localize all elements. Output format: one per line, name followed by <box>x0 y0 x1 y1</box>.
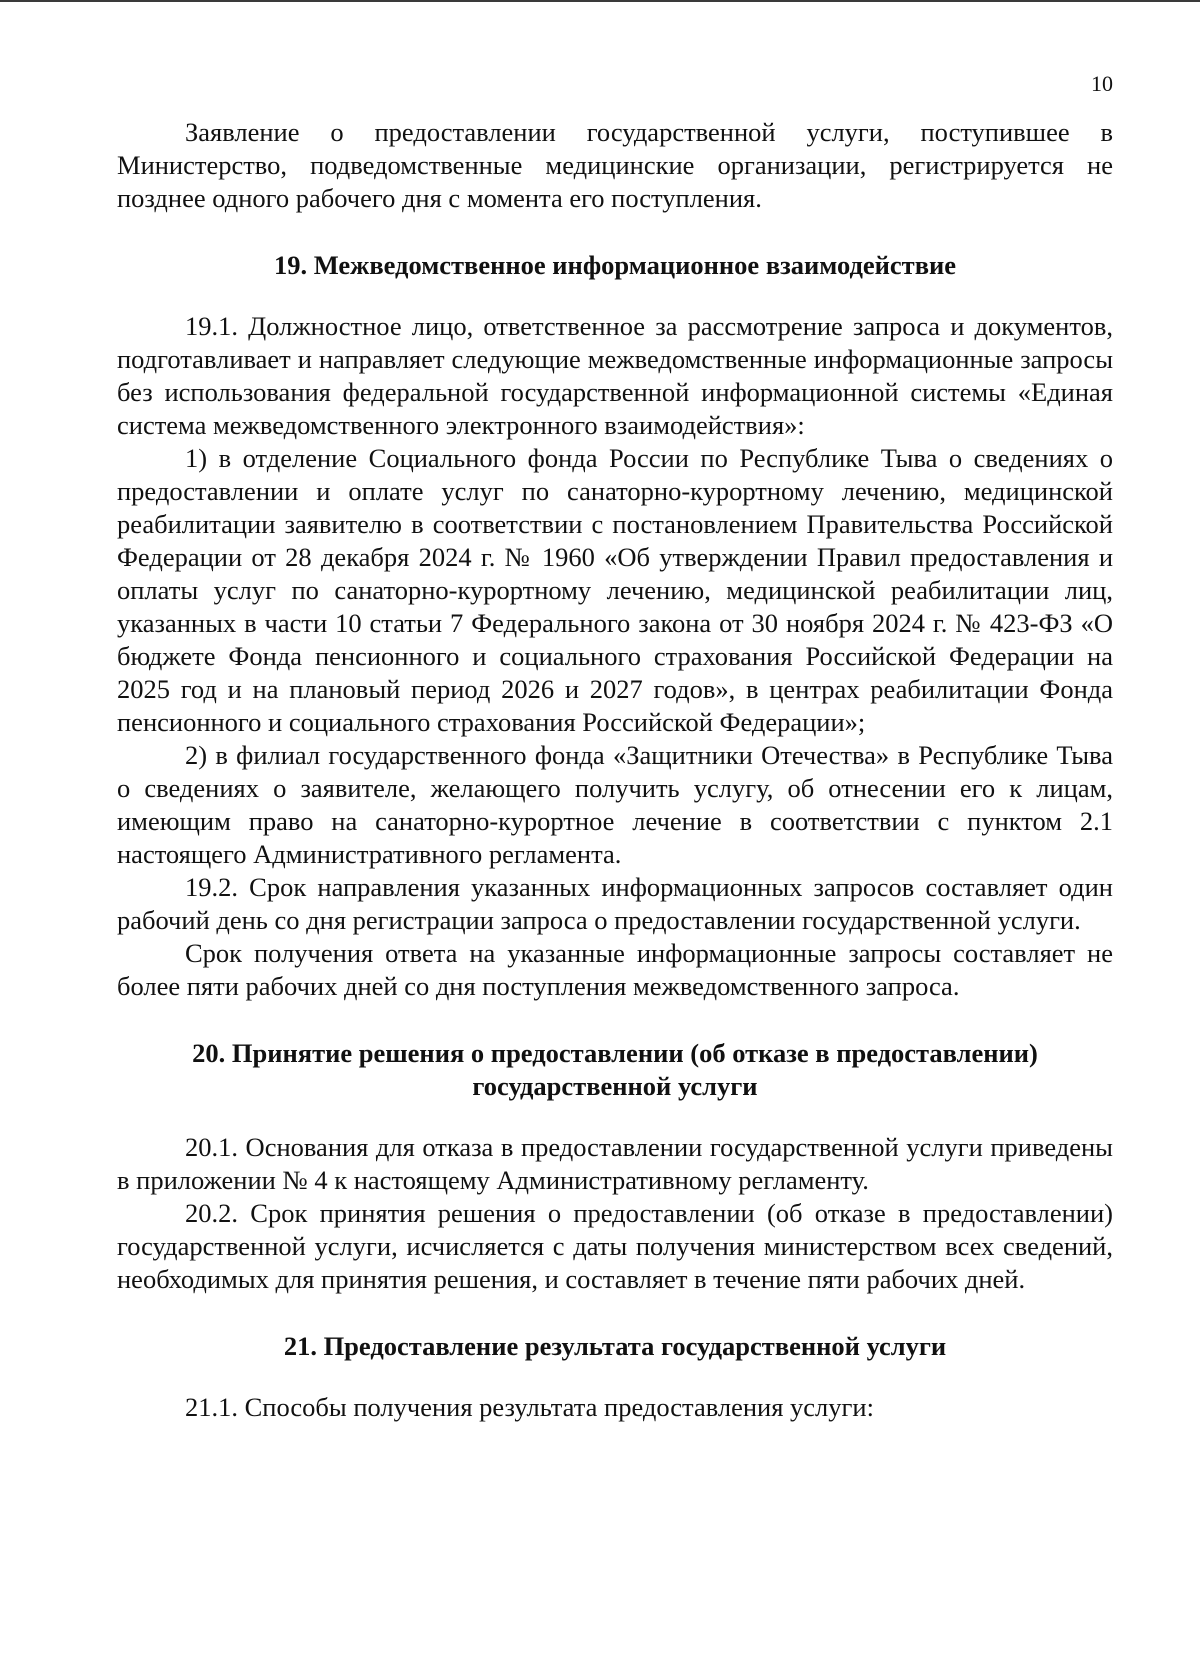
section-21-1-paragraph: 21.1. Способы получения результата предоставления услуги: <box>185 1392 874 1422</box>
section-20-1-paragraph: 20.1. Основания для отказа в предоставлении государственной услуги приведены в приложении № 4 к настоящему Административному регламенту. <box>117 1132 1113 1195</box>
section-20-heading <box>117 1037 1113 1103</box>
section-20-heading-line-1: 20. Принятие решения о предоставлении (об отказе в предоставлении) <box>192 1038 1038 1068</box>
section-20-heading-line-2: государственной услуги <box>472 1071 758 1101</box>
scan-top-edge <box>0 0 1200 6</box>
section-19-2-paragraph: 19.2. Срок направления указанных информационных запросов составляет один рабочий день со дня регистрации запроса о предоставлении государственной услуги. <box>117 872 1113 935</box>
section-20-2-paragraph: 20.2. Срок принятия решения о предоставлении (об отказе в предоставлении) государственной услуги, исчисляется с даты получения министерством всех сведений, необходимых для принятия решения, и составляет в течение пяти рабочих дней. <box>117 1198 1113 1294</box>
document-page <box>117 70 1113 1424</box>
section-19-heading: 19. Межведомственное информационное взаимодействие <box>273 250 957 280</box>
section-19-item-2: 2) в филиал государственного фонда «Защитники Отечества» в Республике Тыва о сведениях о заявителе, желающего получить услугу, об отнесении его к лицам, имеющим право на санаторно-курортное лечение в соответствии с пунктом 2.1 настоящего Административного регламента. <box>117 740 1113 869</box>
page-number: 10 <box>1091 71 1113 96</box>
section-19-response-term-paragraph: Срок получения ответа на указанные информационные запросы составляет не более пяти рабочих дней со дня поступления межведомственного запроса. <box>117 938 1113 1001</box>
section-21-heading: 21. Предоставление результата государственной услуги <box>283 1331 947 1361</box>
intro-paragraph: Заявление о предоставлении государственной услуги, поступившее в Министерство, подведомственные медицинские организации, регистрируется не позднее одного рабочего дня с момента его поступления. <box>117 117 1113 213</box>
section-19-1-paragraph: 19.1. Должностное лицо, ответственное за рассмотрение запроса и документов, подготавливает и направляет следующие межведомственные информационные запросы без использования федеральной государственной информационной системы «Единая система межведомственного электронного взаимодействия»: <box>117 311 1113 440</box>
section-19-item-1: 1) в отделение Социального фонда России по Республике Тыва о сведениях о предоставлении и оплате услуг по санаторно-курортному лечению, медицинской реабилитации заявителю в соответствии с постановлением Правительства Российской Федерации от 28 декабря 2024 г. № 1960 «Об утверждении Правил предоставления и оплаты услуг по санаторно-курортному лечению, медицинской реабилитации лиц, указанных в части 10 статьи 7 Федерального закона от 30 ноября 2024 г. № 423-ФЗ «О бюджете Фонда пенсионного и социального страхования Российской Федерации на 2025 год и на плановый период 2026 и 2027 годов», в центрах реабилитации Фонда пенсионного и социального страхования Российской Федерации»; <box>117 443 1113 737</box>
